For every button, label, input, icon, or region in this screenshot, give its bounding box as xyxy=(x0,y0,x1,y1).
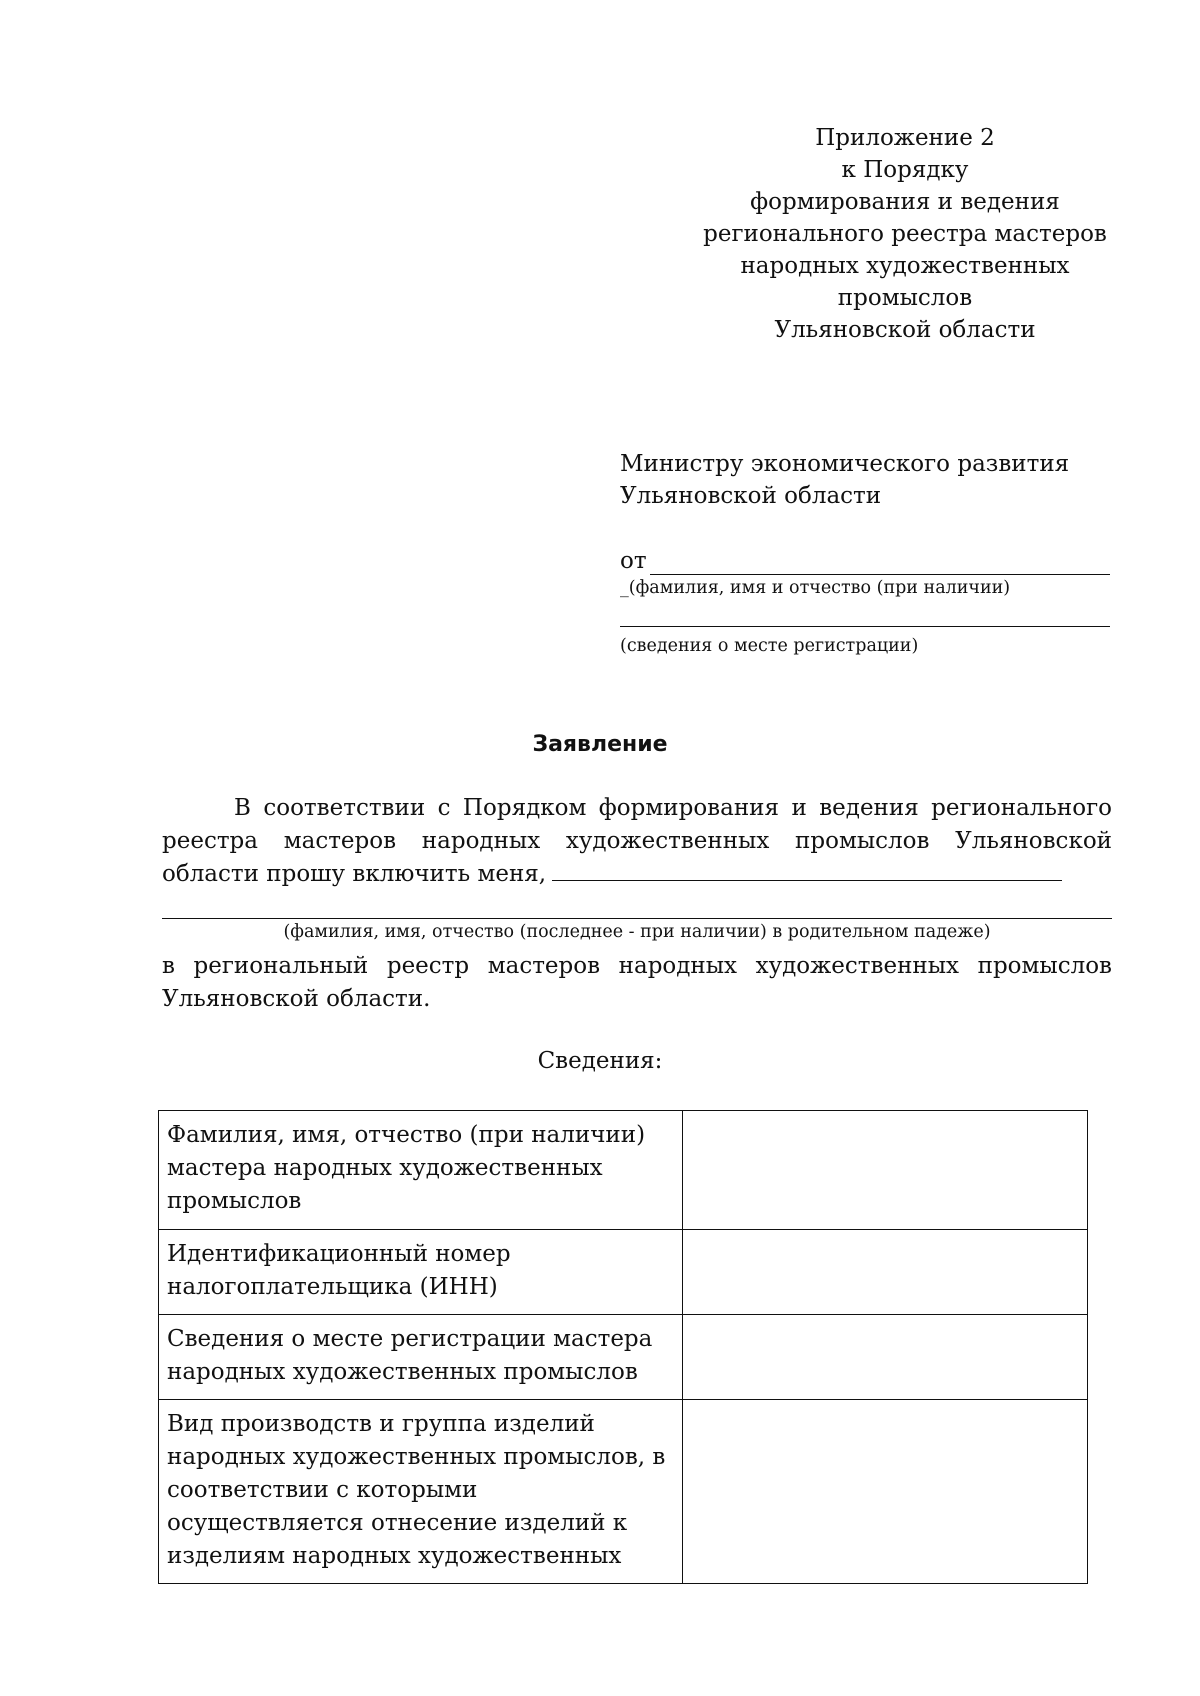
genitive-name-caption: (фамилия, имя, отчество (последнее - при наличии) в родительном падеже) xyxy=(283,922,991,942)
information-table xyxy=(158,1110,1088,1584)
appendix-header xyxy=(690,122,1120,346)
body-line-5: Ульяновской области. xyxy=(162,986,431,1012)
applicant-name-field[interactable] xyxy=(620,548,1110,578)
applicant-name-underline xyxy=(650,574,1110,575)
document-title: Заявление xyxy=(532,732,668,757)
label-line: народных художественных промыслов, в xyxy=(167,1444,666,1470)
appendix-line: регионального реестра мастеров xyxy=(703,221,1107,247)
label-line: Идентификационный номер xyxy=(167,1241,511,1267)
table-label-cell xyxy=(159,1230,683,1315)
body-line-3-text: области прошу включить меня, xyxy=(162,861,547,887)
table-row xyxy=(159,1230,1088,1315)
table-label-cell xyxy=(159,1111,683,1230)
label-line: мастера народных художественных xyxy=(167,1155,603,1181)
appendix-line: формирования и ведения xyxy=(750,189,1060,215)
from-prefix: от xyxy=(620,548,647,574)
registration-address-caption: (сведения о месте регистрации) xyxy=(620,636,919,656)
table-value-cell[interactable] xyxy=(682,1111,1087,1230)
label-line: Сведения о месте регистрации мастера xyxy=(167,1326,653,1352)
body-line-1: В соответствии с Порядком формирования и ведения регионального xyxy=(234,795,1112,821)
label-line: соответствии с которыми xyxy=(167,1477,478,1503)
addressee-block xyxy=(620,448,1120,512)
appendix-line: промыслов xyxy=(837,285,973,311)
table-value-cell[interactable] xyxy=(682,1400,1087,1584)
genitive-name-field[interactable] xyxy=(552,860,1062,881)
addressee-line-2: Ульяновской области xyxy=(620,483,882,509)
table-value-cell[interactable] xyxy=(682,1230,1087,1315)
body-line-4: в региональный реестр мастеров народных художественных промыслов xyxy=(162,953,1112,979)
section-title: Сведения: xyxy=(537,1048,663,1074)
table-label-cell xyxy=(159,1315,683,1400)
table-label-cell xyxy=(159,1400,683,1584)
label-line: Вид производств и группа изделий xyxy=(167,1411,595,1437)
body-line-3 xyxy=(162,858,1112,891)
table-row xyxy=(159,1400,1088,1584)
label-line: осуществляется отнесение изделий к xyxy=(167,1510,628,1536)
appendix-line: народных художественных xyxy=(740,253,1070,279)
table-row xyxy=(159,1315,1088,1400)
label-line: Фамилия, имя, отчество (при наличии) xyxy=(167,1122,646,1148)
applicant-name-caption: _(фамилия, имя и отчество (при наличии) xyxy=(620,578,1011,598)
table-value-cell[interactable] xyxy=(682,1315,1087,1400)
appendix-line: к Порядку xyxy=(841,157,969,183)
label-line: промыслов xyxy=(167,1188,302,1214)
registration-address-field[interactable] xyxy=(620,626,1110,627)
label-line: народных художественных промыслов xyxy=(167,1359,638,1385)
appendix-line: Ульяновской области xyxy=(774,317,1036,343)
appendix-line: Приложение 2 xyxy=(815,125,995,151)
label-line: налогоплательщика (ИНН) xyxy=(167,1274,498,1300)
addressee-line-1: Министру экономического развития xyxy=(620,451,1070,477)
body-line-2: реестра мастеров народных художественных промыслов Ульяновской xyxy=(162,828,1112,854)
label-line: изделиям народных художественных xyxy=(167,1543,622,1569)
genitive-name-field-continuation[interactable] xyxy=(162,918,1112,919)
table-row xyxy=(159,1111,1088,1230)
